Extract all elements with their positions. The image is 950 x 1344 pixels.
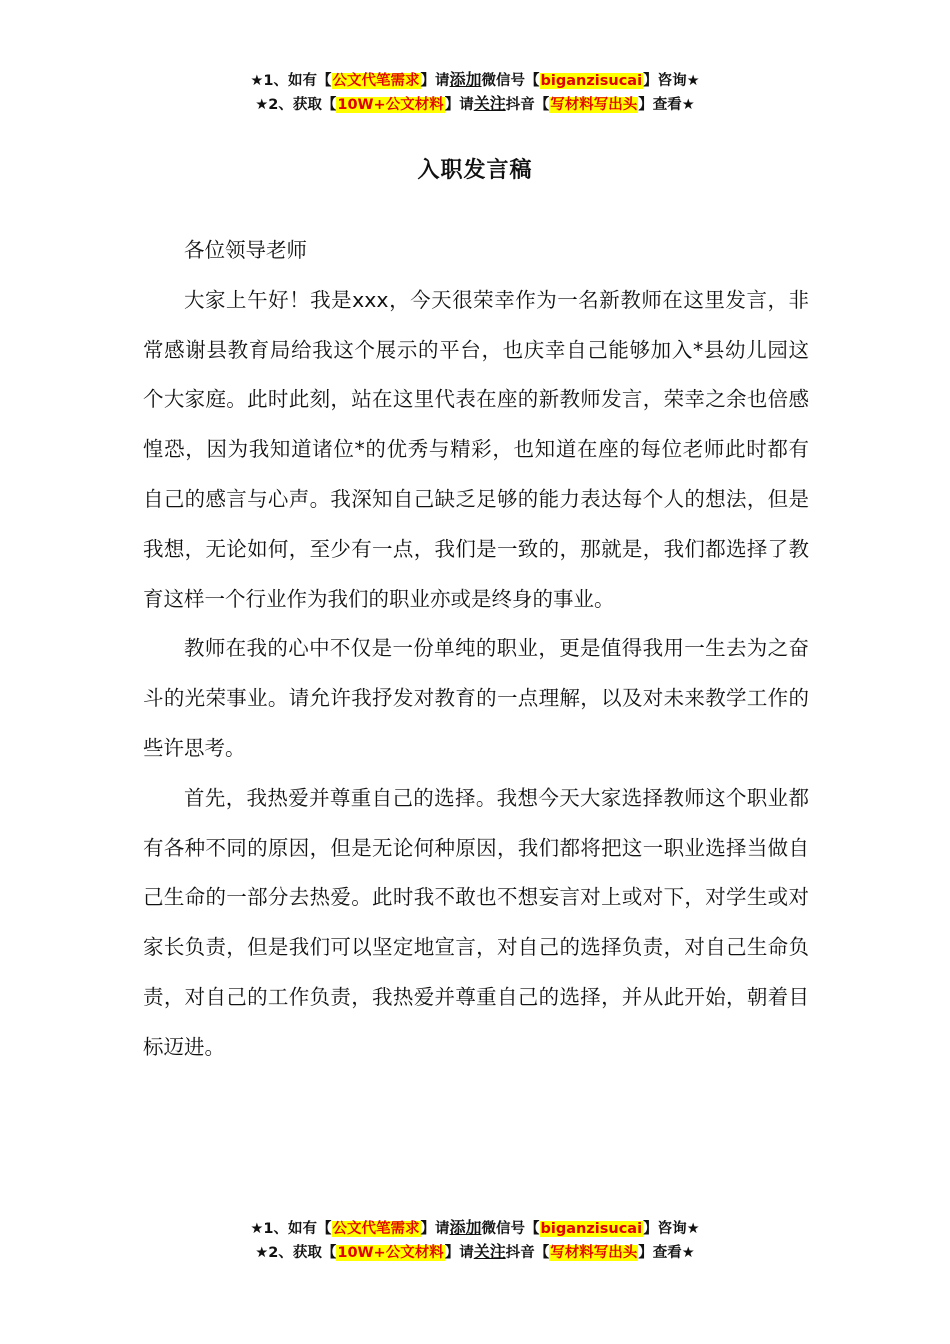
wechat-id-highlight: biganzisucai — [540, 1221, 643, 1237]
banner-line-2: ★2、获取【10W+公文材料】请关注抖音【写材料写出头】查看★ — [255, 1242, 695, 1261]
add-emphasis: 添加 — [449, 1218, 482, 1237]
materials-highlight: 10W+公文材料 — [337, 1245, 444, 1261]
document-title: 入职发言稿 — [417, 158, 533, 183]
service-highlight: 公文代笔需求 — [332, 1221, 420, 1237]
service-highlight: 公文代笔需求 — [332, 73, 420, 89]
douyin-account-highlight: 写材料写出头 — [550, 97, 638, 113]
banner-line-2: ★2、获取【10W+公文材料】请关注抖音【写材料写出头】查看★ — [255, 94, 695, 113]
wechat-id-highlight: biganzisucai — [540, 73, 643, 89]
body-paragraph: 首先，我热爱并尊重自己的选择。我想今天大家选择教师这个职业都有各种不同的原因，但是无论何种原因，我们都将把这一职业选择当做自己生命的一部分去热爱。此时我不敢也不想妄言对上或对下，对学生或对家长负责，但是我们可以坚定地宣言，对自己的选择负责，对自己生命负责，对自己的工作负责，我热爱并尊重自己的选择，并从此开始，朝着目标迈进。 — [143, 785, 809, 1059]
add-emphasis: 添加 — [449, 70, 482, 89]
bottom-banner — [0, 1216, 950, 1264]
body-paragraph: 大家上午好！我是xxx，今天很荣幸作为一名新教师在这里发言，非常感谢县教育局给我这个展示的平台，也庆幸自己能够加入*县幼儿园这个大家庭。此时此刻，站在这里代表在座的新教师发言，荣幸之余也倍感惶恐，因为我知道诸位*的优秀与精彩，也知道在座的每位老师此时都有自己的感言与心声。我深知自己缺乏足够的能力表达每个人的想法，但是我想，无论如何，至少有一点，我们是一致的，那就是，我们都选择了教育这样一个行业作为我们的职业亦或是终身的事业。 — [143, 287, 809, 611]
top-banner — [0, 68, 950, 116]
banner-line-1: ★1、如有【公文代笔需求】请添加微信号【biganzisucai】咨询★ — [250, 1218, 700, 1237]
body-paragraph: 教师在我的心中不仅是一份单纯的职业，更是值得我用一生去为之奋斗的光荣事业。请允许我抒发对教育的一点理解，以及对未来教学工作的些许思考。 — [143, 636, 809, 760]
salutation-paragraph: 各位领导老师 — [184, 238, 307, 262]
banner-line-1: ★1、如有【公文代笔需求】请添加微信号【biganzisucai】咨询★ — [250, 70, 700, 89]
douyin-account-highlight: 写材料写出头 — [550, 1245, 638, 1261]
follow-emphasis: 关注 — [473, 94, 506, 113]
follow-emphasis: 关注 — [473, 1242, 506, 1261]
materials-highlight: 10W+公文材料 — [337, 97, 444, 113]
document-body — [143, 226, 809, 1073]
